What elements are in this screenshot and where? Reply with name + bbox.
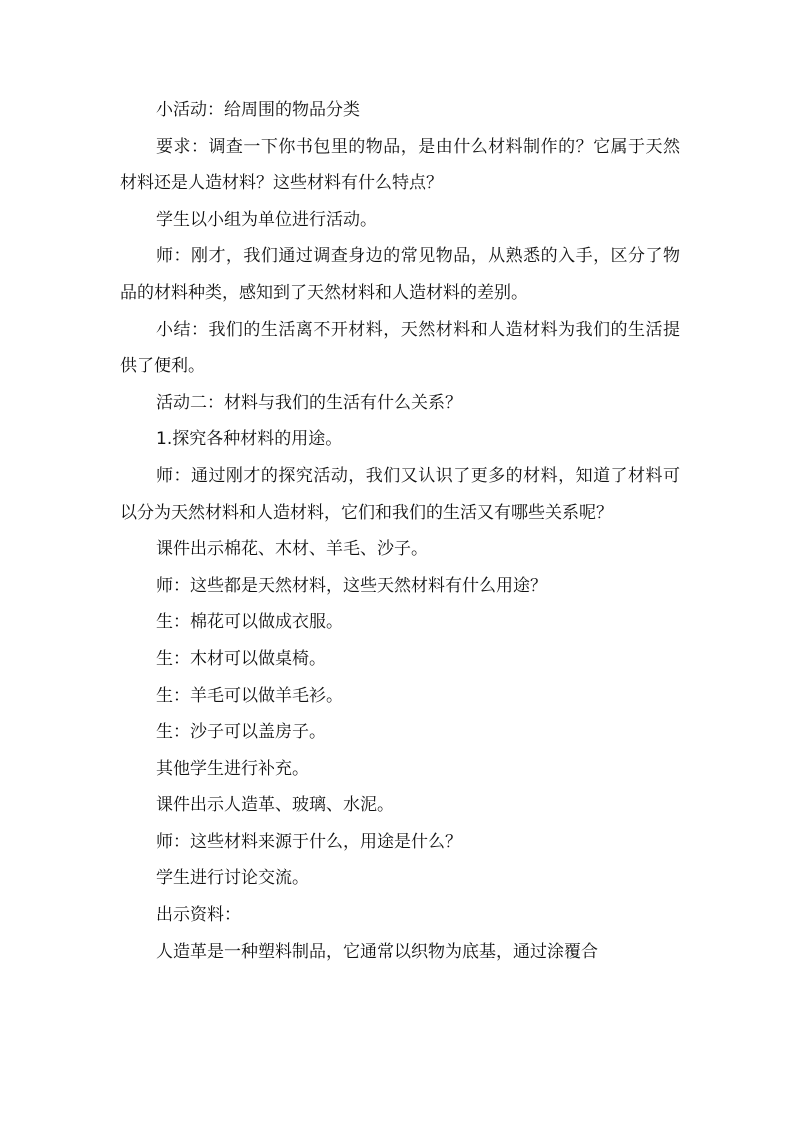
paragraph-student-wool: 生：羊毛可以做羊毛衫。 bbox=[156, 685, 343, 706]
paragraph-activity-two-title: 活动二：材料与我们的生活有什么关系？ bbox=[156, 392, 462, 413]
paragraph-requirement: 要求：调查一下你书包里的物品，是由什么材料制作的？它属于天然材料还是人造材料？这些材料有什么特点？ bbox=[120, 136, 680, 194]
paragraph-activity-title: 小活动：给周围的物品分类 bbox=[156, 100, 360, 120]
paragraph-student-discussion: 学生进行讨论交流。 bbox=[156, 868, 309, 889]
paragraph-teacher-summary: 师：刚才，我们通过调查身边的常见物品，从熟悉的入手，区分了物品的材料种类，感知到了天然材料和人造材料的差别。 bbox=[120, 246, 680, 303]
paragraph-courseware-artificial: 课件出示人造革、玻璃、水泥。 bbox=[156, 795, 394, 816]
paragraph-teacher-artificial-question: 师：这些材料来源于什么，用途是什么？ bbox=[156, 831, 462, 852]
paragraph-courseware-natural: 课件出示棉花、木材、羊毛、沙子。 bbox=[156, 539, 428, 560]
paragraph-show-materials: 出示资料： bbox=[156, 905, 241, 926]
paragraph-artificial-leather-info: 人造革是一种塑料制品，它通常以织物为底基，通过涂覆合 bbox=[156, 941, 598, 962]
paragraph-teacher-question: 师：通过刚才的探究活动，我们又认识了更多的材料，知道了材料可以分为天然材料和人造材料，它们和我们的生活又有哪些关系呢？ bbox=[120, 465, 680, 523]
paragraph-student-cotton: 生：棉花可以做成衣服。 bbox=[156, 612, 343, 633]
paragraph-teacher-natural-uses: 师：这些都是天然材料，这些天然材料有什么用途？ bbox=[156, 575, 547, 596]
paragraph-group-activity: 学生以小组为单位进行活动。 bbox=[156, 209, 377, 230]
paragraph-student-sand: 生：沙子可以盖房子。 bbox=[156, 722, 326, 743]
paragraph-conclusion: 小结：我们的生活离不开材料，天然材料和人造材料为我们的生活提供了便利。 bbox=[120, 319, 680, 377]
paragraph-student-wood: 生：木材可以做桌椅。 bbox=[156, 648, 326, 669]
paragraph-other-students: 其他学生进行补充。 bbox=[156, 758, 309, 779]
document-body bbox=[120, 92, 680, 970]
paragraph-explore-uses: 1.探究各种材料的用途。 bbox=[156, 429, 343, 450]
